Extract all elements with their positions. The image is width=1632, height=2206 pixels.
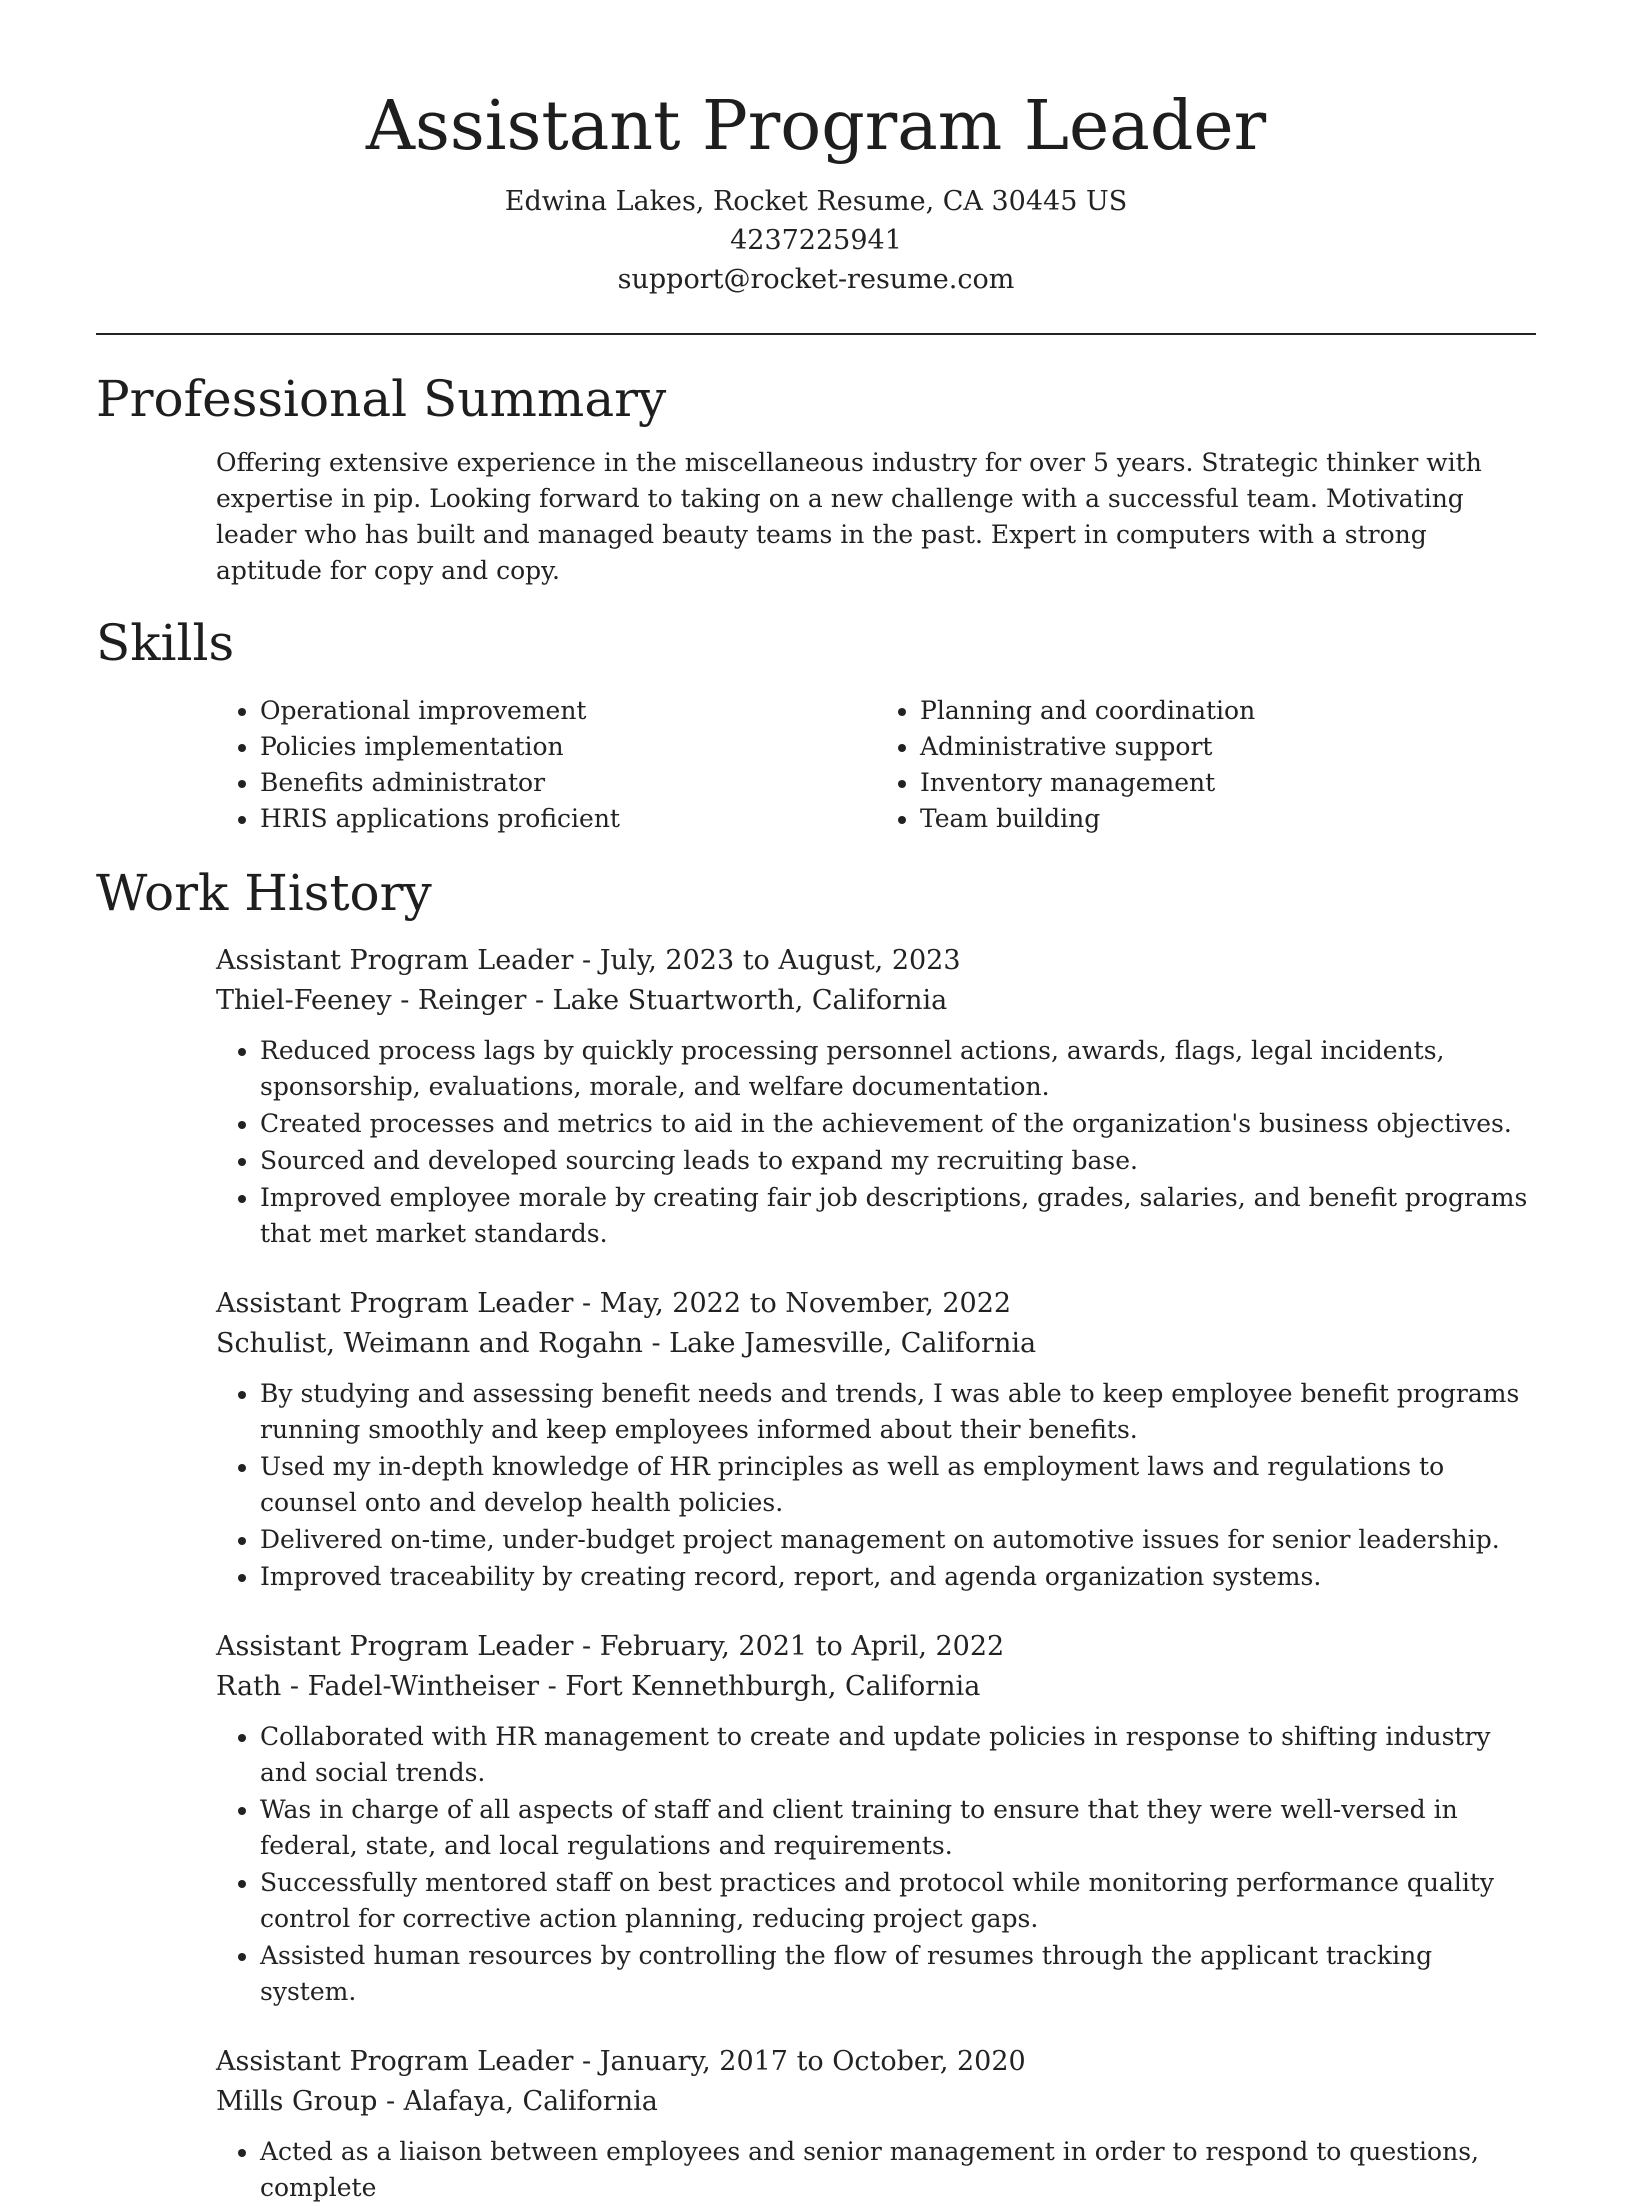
job-bullets [216, 2134, 1536, 2206]
candidate-title: Assistant Program Leader [365, 87, 1267, 166]
job-bullet: • Delivered on-time, under-budget project management on automotive issues for senior leadership. [260, 1522, 1536, 1558]
job-bullet: • Improved employee morale by creating fair job descriptions, grades, salaries, and benefit programs that met market standards. [260, 1180, 1536, 1252]
skill-item: • HRIS applications proficient [260, 801, 876, 837]
contact-block [96, 182, 1536, 299]
job-title: Assistant Program Leader - January, 2017 to October, 2020 [216, 2046, 1026, 2077]
job-title: Assistant Program Leader - February, 2021 to April, 2022 [216, 1631, 1005, 1662]
skill-item: • Inventory management [920, 765, 1536, 801]
job-company: Rath - Fadel-Wintheiser - Fort Kennethburgh, California [216, 1671, 981, 1702]
job-bullets [216, 1719, 1536, 2010]
job-bullet: • Reduced process lags by quickly processing personnel actions, awards, flags, legal incidents, sponsorship, evaluations, morale, and welfare documentation. [260, 1033, 1536, 1105]
job-company: Thiel-Feeney - Reinger - Lake Stuartworth, California [216, 985, 948, 1016]
job-entry [216, 941, 1536, 1252]
skills-right-list [876, 693, 1536, 837]
skills-left-list [216, 693, 876, 837]
skill-item: • Policies implementation [260, 729, 876, 765]
skills-columns [216, 693, 1536, 837]
skill-item: • Operational improvement [260, 693, 876, 729]
job-entry [216, 2042, 1536, 2206]
skill-item: • Administrative support [920, 729, 1536, 765]
job-bullet: • Used my in-depth knowledge of HR principles as well as employment laws and regulations to counsel onto and develop health policies. [260, 1449, 1536, 1521]
summary-section [96, 369, 1536, 589]
email: support@rocket-resume.com [617, 264, 1015, 295]
skill-item: • Planning and coordination [920, 693, 1536, 729]
resume-header [96, 0, 1536, 299]
job-bullet: • Acted as a liaison between employees and senior management in order to respond to questions, complete [260, 2134, 1536, 2206]
header-divider [96, 333, 1536, 335]
skill-item: • Team building [920, 801, 1536, 837]
job-bullet: • Successfully mentored staff on best practices and protocol while monitoring performance quality control for corrective action planning, reducing project gaps. [260, 1865, 1536, 1937]
job-bullets [216, 1376, 1536, 1595]
phone: 4237225941 [730, 225, 902, 256]
job-bullet: • By studying and assessing benefit needs and trends, I was able to keep employee benefit programs running smoothly and keep employees informed about their benefits. [260, 1376, 1536, 1448]
job-company: Schulist, Weimann and Rogahn - Lake Jamesville, California [216, 1328, 1037, 1359]
job-title: Assistant Program Leader - May, 2022 to November, 2022 [216, 1288, 1012, 1319]
skills-heading: Skills [96, 614, 235, 672]
job-bullet: • Assisted human resources by controlling the flow of resumes through the applicant tracking system. [260, 1938, 1536, 2010]
work-history-section [96, 863, 1536, 2206]
job-bullet: • Created processes and metrics to aid in the achievement of the organization's business objectives. [260, 1106, 1536, 1142]
job-title: Assistant Program Leader - July, 2023 to August, 2023 [216, 945, 961, 976]
skill-item: • Benefits administrator [260, 765, 876, 801]
summary-text: Offering extensive experience in the miscellaneous industry for over 5 years. Strategic thinker with expertise in pip. Looking forward to taking on a new challenge with a successful team. Motivating leader who has built and managed beauty teams in the past. Expert in computers with a strong aptitude for copy and copy. [216, 448, 1482, 585]
work-history-heading: Work History [96, 864, 432, 922]
job-entry [216, 1284, 1536, 1595]
job-bullet: • Sourced and developed sourcing leads to expand my recruiting base. [260, 1143, 1536, 1179]
job-bullets [216, 1033, 1536, 1252]
job-bullet: • Was in charge of all aspects of staff and client training to ensure that they were well-versed in federal, state, and local regulations and requirements. [260, 1792, 1536, 1864]
skills-section [96, 613, 1536, 837]
job-bullet: • Collaborated with HR management to create and update policies in response to shifting industry and social trends. [260, 1719, 1536, 1791]
summary-heading: Professional Summary [96, 370, 667, 428]
address: Edwina Lakes, Rocket Resume, CA 30445 US [504, 186, 1128, 217]
job-entry [216, 1627, 1536, 2010]
job-bullet: • Improved traceability by creating record, report, and agenda organization systems. [260, 1559, 1536, 1595]
job-company: Mills Group - Alafaya, California [216, 2086, 658, 2117]
